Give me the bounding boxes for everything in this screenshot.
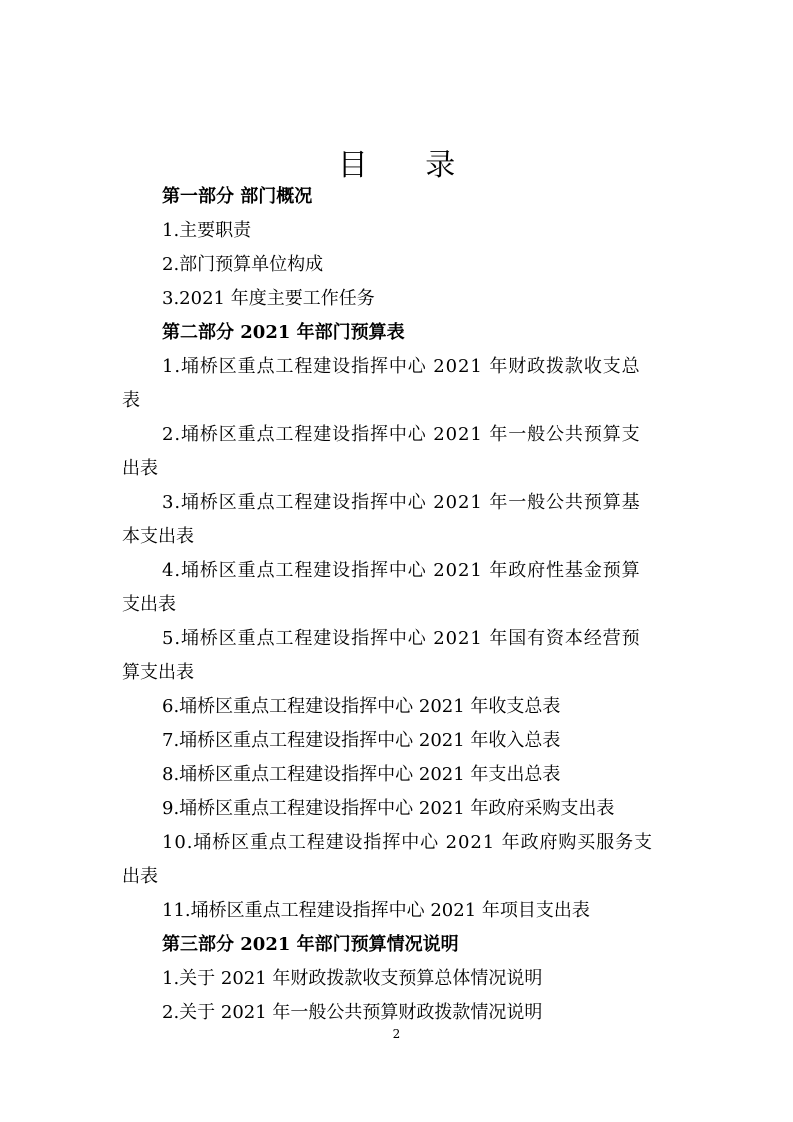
toc-entry-continuation: 出表: [122, 458, 158, 479]
toc-entry: 6.埇桥区重点工程建设指挥中心 2021 年收支总表: [162, 696, 561, 717]
toc-entry: 2.部门预算单位构成: [162, 254, 324, 275]
toc-entry: 3.2021 年度主要工作任务: [162, 288, 375, 309]
toc-entry: 10.埇桥区重点工程建设指挥中心 2021 年政府购买服务支: [162, 832, 653, 853]
toc-entry: 1.关于 2021 年财政拨款收支预算总体情况说明: [162, 968, 543, 989]
toc-entry: 1.埇桥区重点工程建设指挥中心 2021 年财政拨款收支总: [162, 356, 641, 377]
toc-entry: 2.埇桥区重点工程建设指挥中心 2021 年一般公共预算支: [162, 424, 641, 445]
toc-entry: 3.埇桥区重点工程建设指挥中心 2021 年一般公共预算基: [162, 492, 641, 513]
toc-entry-continuation: 支出表: [122, 594, 176, 615]
toc-entry: 4.埇桥区重点工程建设指挥中心 2021 年政府性基金预算: [162, 560, 641, 581]
section-heading: 第三部分 2021 年部门预算情况说明: [162, 934, 459, 955]
toc-entry-continuation: 出表: [122, 866, 158, 887]
toc-entry: 5.埇桥区重点工程建设指挥中心 2021 年国有资本经营预: [162, 628, 641, 649]
toc-entry: 9.埇桥区重点工程建设指挥中心 2021 年政府采购支出表: [162, 798, 615, 819]
section-heading: 第二部分 2021 年部门预算表: [162, 322, 405, 343]
toc-entry: 7.埇桥区重点工程建设指挥中心 2021 年收入总表: [162, 730, 561, 751]
toc-entry: 11.埇桥区重点工程建设指挥中心 2021 年项目支出表: [162, 900, 590, 921]
toc-entry-continuation: 表: [122, 390, 140, 411]
toc-entry-continuation: 本支出表: [122, 526, 194, 547]
toc-entry: 8.埇桥区重点工程建设指挥中心 2021 年支出总表: [162, 764, 561, 785]
toc-entry-continuation: 算支出表: [122, 662, 194, 683]
section-heading: 第一部分 部门概况: [162, 186, 313, 207]
toc-entry: 2.关于 2021 年一般公共预算财政拨款情况说明: [162, 1002, 543, 1023]
toc-entry: 1.主要职责: [162, 220, 252, 241]
page-number: 2: [392, 1027, 401, 1041]
page-title: 目 录: [337, 148, 480, 183]
